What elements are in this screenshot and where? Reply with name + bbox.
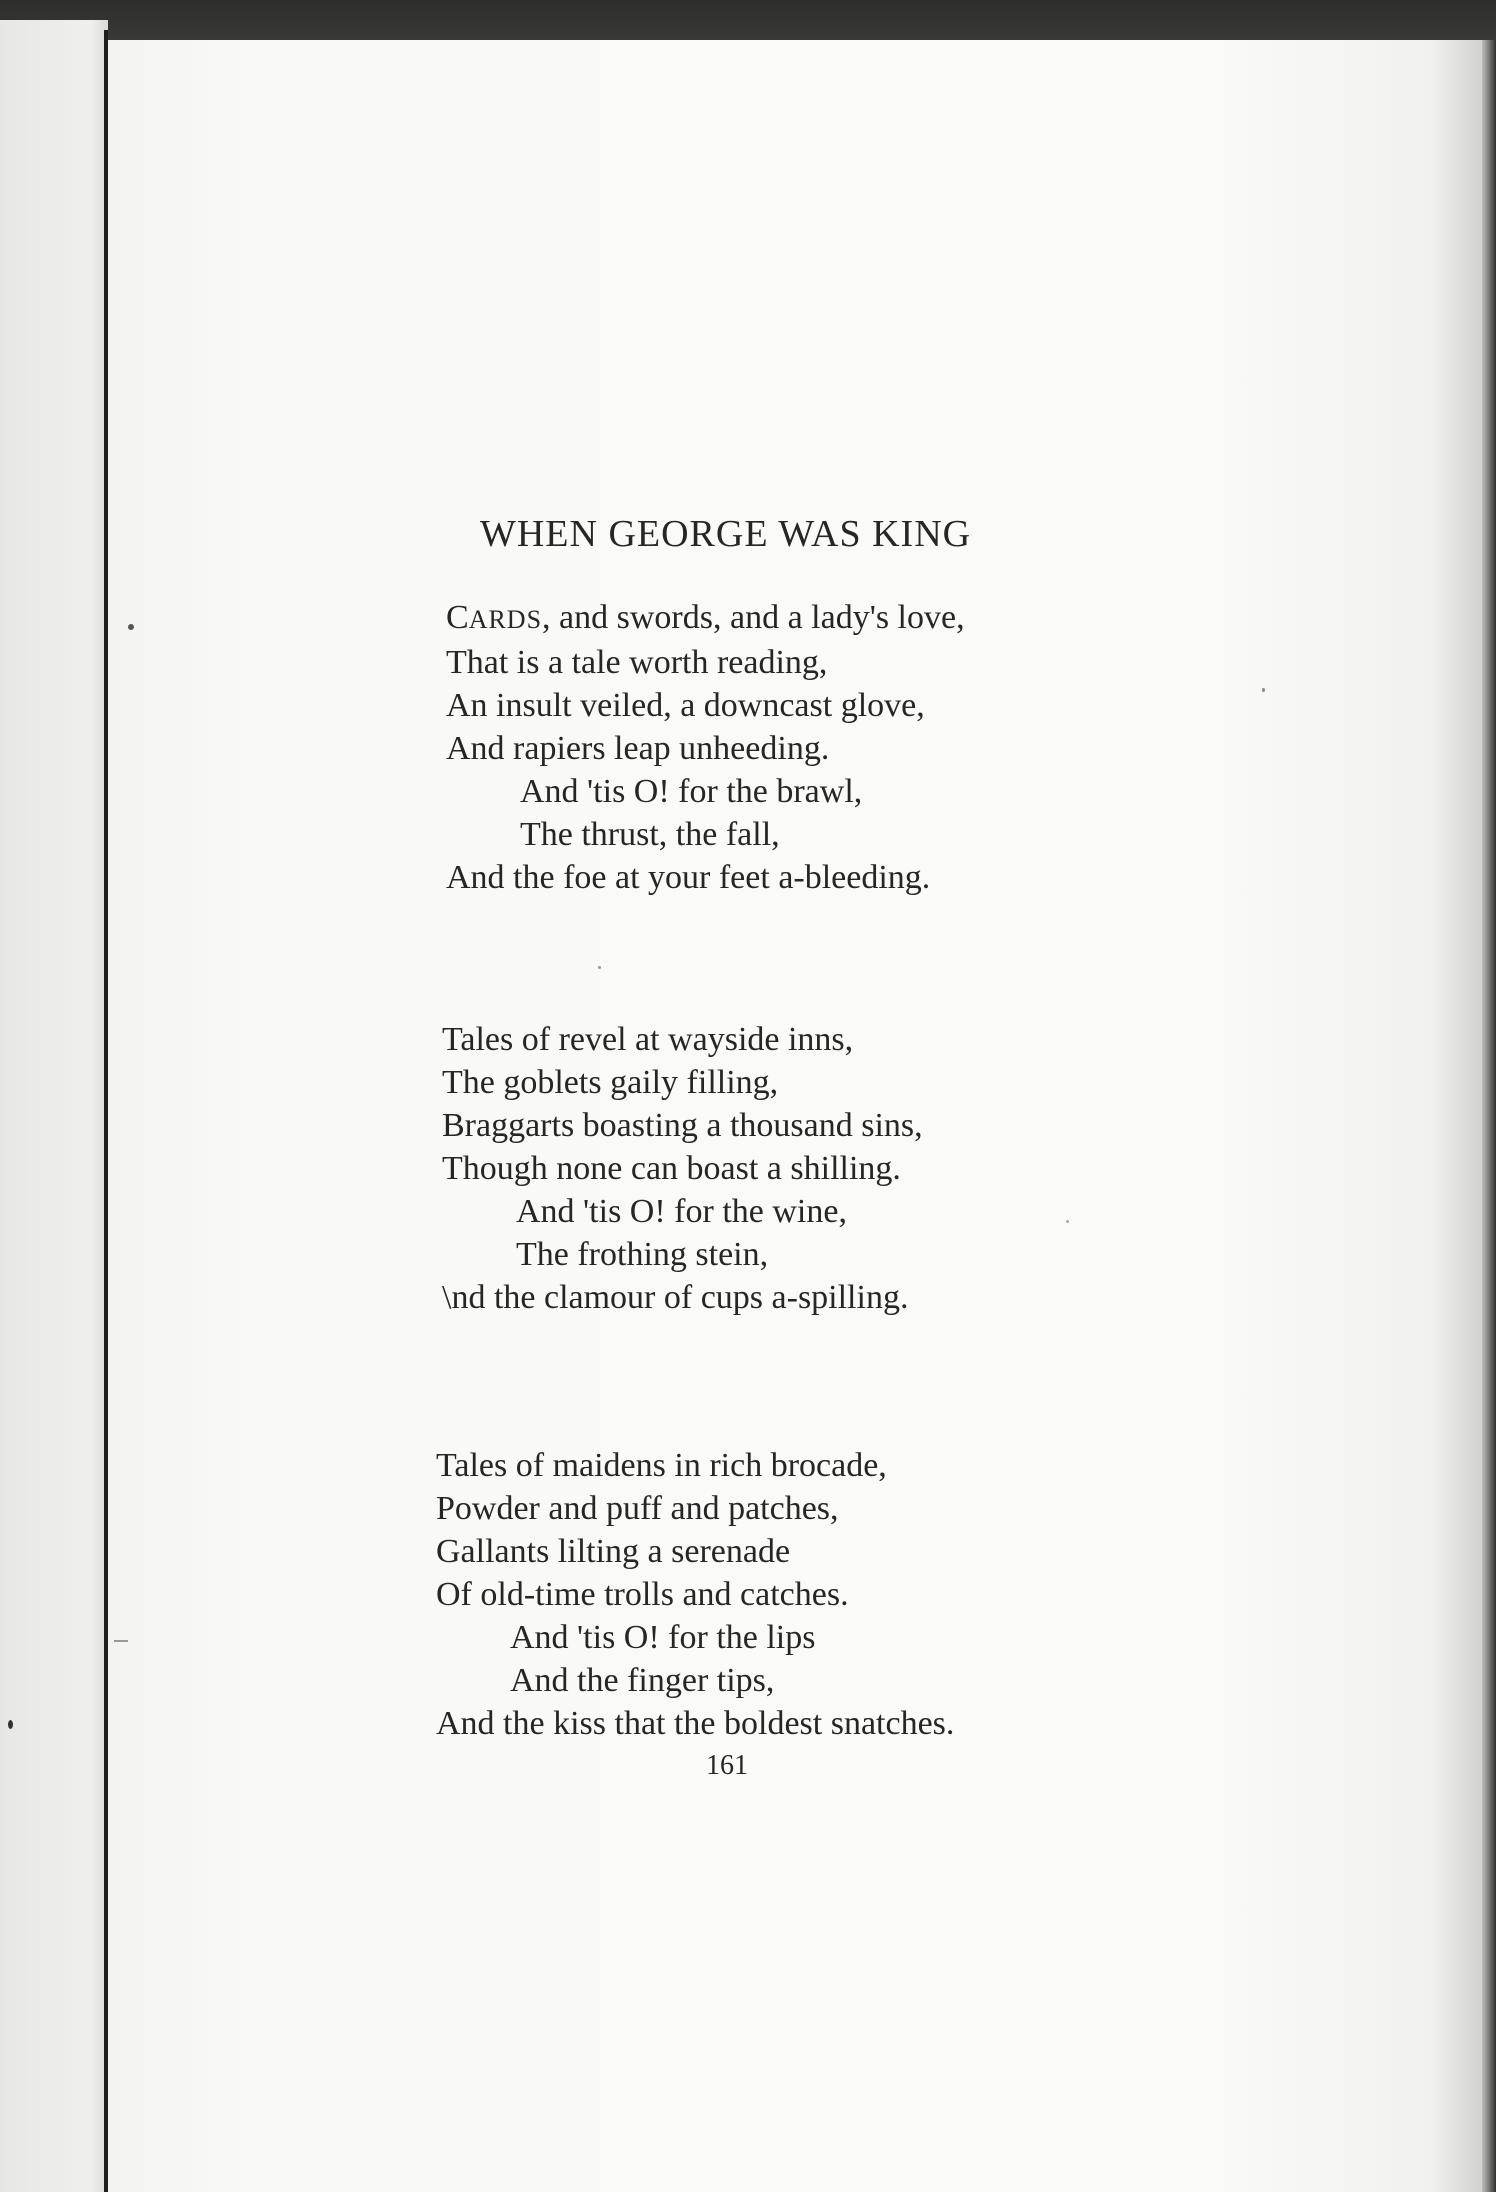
verse-line: Though none can boast a shilling. [442,1150,901,1187]
refrain-line: And 'tis O! for the wine, [516,1193,847,1230]
refrain-line: The thrust, the fall, [520,816,780,853]
verse-line: Tales of revel at wayside inns, [442,1021,854,1058]
stanza-3 [436,1444,954,1745]
stanza-2 [442,1018,923,1319]
line-remainder: , and swords, and a lady's love, [542,599,965,636]
small-caps-word: ARDS [468,605,543,634]
verse-line: And rapiers leap unheeding. [446,730,830,767]
verse-line: The goblets gaily filling, [442,1064,779,1101]
refrain-line: And the finger tips, [510,1662,775,1699]
refrain-line: The frothing stein, [516,1236,769,1273]
verse-line: Braggarts boasting a thousand sins, [442,1107,923,1144]
verse-line: And the kiss that the boldest snatches. [436,1705,955,1742]
page-number: 161 [706,1750,748,1781]
verse-line: \nd the clamour of cups a-spilling. [442,1279,909,1316]
verse-line: Gallants lilting a serenade [436,1533,791,1570]
verse-line: And the foe at your feet a-bleeding. [446,859,931,896]
poem-title: WHEN GEORGE WAS KING [480,513,972,555]
verse-line: An insult veiled, a downcast glove, [446,687,925,724]
verse-line: Powder and puff and patches, [436,1490,839,1527]
verse-line [446,596,965,641]
refrain-line: And 'tis O! for the brawl, [520,773,863,810]
refrain-line: And 'tis O! for the lips [510,1619,816,1656]
stanza-1 [446,596,965,899]
verse-line: Tales of maidens in rich brocade, [436,1447,887,1484]
drop-letter: C [446,599,469,636]
verse-line: Of old-time trolls and catches. [436,1576,849,1613]
verse-line: That is a tale worth reading, [446,644,828,681]
